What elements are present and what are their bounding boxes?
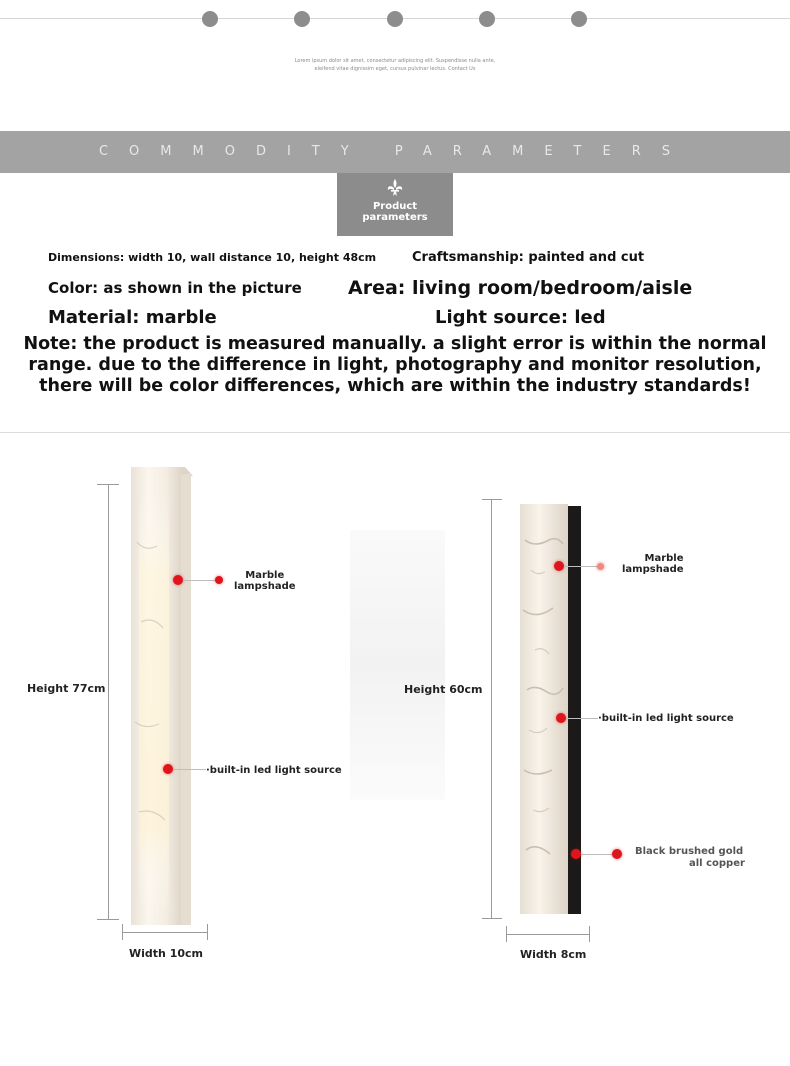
param-area: Area: living room/bedroom/aisle	[348, 277, 693, 299]
width-dimension-tick-right	[589, 926, 590, 942]
callout-leader	[581, 854, 613, 855]
height-dimension-line-right	[491, 499, 492, 919]
callout-base-material-line1: Black brushed gold	[635, 846, 744, 857]
callout-led-light-right: ·built-in led light source	[598, 713, 734, 724]
param-craftsmanship: Craftsmanship: painted and cut	[412, 250, 645, 265]
callout-leader	[564, 566, 598, 567]
width-dimension-line-right	[506, 934, 590, 935]
measurement-note: Note: the product is measured manually. a slight error is within the normal range. due to the difference in light, photography and monitor resolution, there will be color differences, which are within the industry standards!	[23, 334, 767, 396]
callout-leader	[183, 580, 216, 581]
callout-base-material-line2: all copper	[689, 858, 745, 869]
callout-marker	[571, 849, 581, 859]
width-dimension-line-left	[122, 932, 208, 933]
callout-marker	[556, 713, 566, 723]
product-parameters-badge	[337, 173, 453, 236]
height-label-right: Height 60cm	[404, 683, 483, 696]
callout-marker	[612, 849, 622, 859]
fleur-de-lis-icon	[385, 178, 405, 198]
height-dimension-tick-bottom	[97, 919, 119, 920]
callout-led-light-left: ·built-in led light source	[206, 765, 342, 776]
background-shadow-panel	[350, 530, 445, 800]
badge-label: Product parameters	[362, 201, 428, 223]
decorative-dot	[294, 11, 310, 27]
callout-marker	[163, 764, 173, 774]
callout-marble-lampshade-right: Marble lampshade	[622, 553, 684, 575]
callout-marker	[597, 563, 604, 570]
callout-marker	[215, 576, 223, 584]
callout-leader	[566, 718, 598, 719]
decorative-dot	[387, 11, 403, 27]
width-label-left: Width 10cm	[129, 947, 203, 960]
decorative-dot	[202, 11, 218, 27]
param-color: Color: as shown in the picture	[48, 279, 302, 297]
height-dimension-tick-bottom	[482, 918, 502, 919]
decorative-dot	[479, 11, 495, 27]
height-label-left: Height 77cm	[27, 682, 106, 695]
param-material: Material: marble	[48, 307, 217, 328]
callout-leader	[173, 769, 206, 770]
placeholder-caption: Lorem ipsum dolor sit amet, consectetur adipiscing elit. Suspendisse nulla ante, eleifend vitae dignissim eget, cursus pulvinar lectus. Contact Us	[294, 58, 496, 72]
height-dimension-tick-top	[482, 499, 502, 500]
param-light-source: Light source: led	[435, 307, 606, 328]
marble-lamp-left	[125, 462, 195, 928]
decorative-dot	[571, 11, 587, 27]
height-dimension-line-left	[108, 484, 109, 920]
callout-marker	[173, 575, 183, 585]
width-label-right: Width 8cm	[520, 948, 587, 961]
callout-marble-lampshade-left: Marble lampshade	[234, 570, 296, 592]
width-dimension-tick-right	[207, 924, 208, 940]
param-dimensions: Dimensions: width 10, wall distance 10, height 48cm	[48, 251, 377, 264]
callout-marker	[554, 561, 564, 571]
banner-title: COMMODITY PARAMETERS	[98, 144, 691, 159]
